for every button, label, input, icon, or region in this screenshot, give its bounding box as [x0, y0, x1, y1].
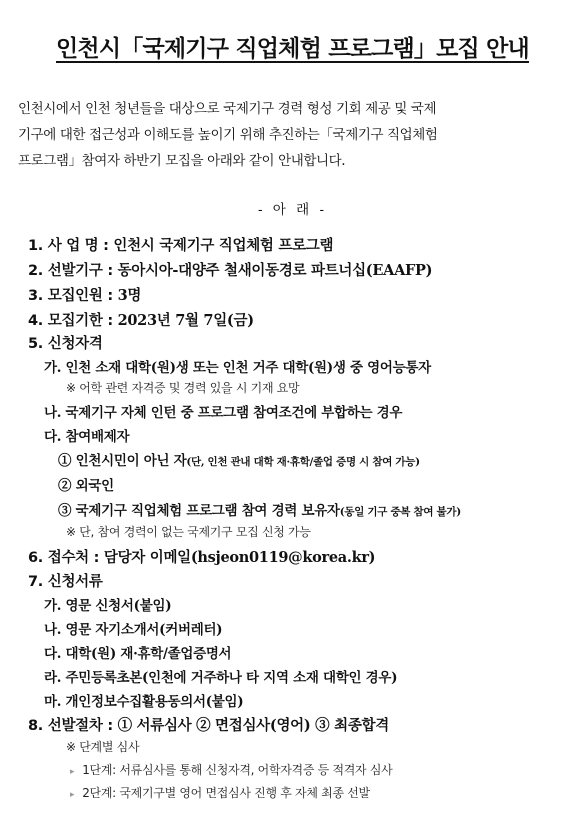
- intro-paragraph: [18, 96, 570, 174]
- item-label: 7. 신청서류: [28, 574, 103, 590]
- item-label: 8. 선발절차 :: [28, 718, 118, 734]
- exclusion-detail: (단, 인천 관내 대학 재·휴학/졸업 증명 시 참여 가능): [186, 456, 420, 468]
- eligibility-da: 다. 참여배제자: [44, 429, 130, 445]
- exclusion-detail: (동일 기구 중복 참여 불가): [339, 506, 461, 518]
- item-value: 2023년 7월 7일(금): [117, 312, 254, 329]
- exclusion-main: ③ 국제기구 직업체험 프로그램 참여 경력 보유자: [58, 503, 340, 519]
- item-label: 5. 신청자격: [28, 336, 103, 352]
- item-value: ① 서류심사 ② 면접심사(영어) ③ 최종합격: [117, 717, 389, 734]
- item-value: 인천시 국제기구 직업체험 프로그램: [113, 237, 334, 254]
- document-item: 가. 영문 신청서(붙임): [44, 598, 172, 614]
- triangle-bullet-icon: ▸: [70, 790, 75, 800]
- item-value: 동아시아-대양주 철새이동경로 파트너십(EAAFP): [117, 262, 433, 279]
- exclusion-1: [58, 449, 420, 469]
- selection-step-2: [70, 784, 370, 801]
- item-value: 3명: [117, 287, 142, 304]
- item-label: 3. 모집인원 :: [28, 288, 118, 304]
- exclusion-3: [58, 499, 461, 519]
- item-selection: [28, 714, 389, 735]
- item-label: 2. 선발기구 :: [28, 263, 118, 279]
- page-title: 인천시「국제기구 직업체험 프로그램」모집 안내: [56, 36, 529, 62]
- eligibility-ga-note: ※ 어학 관련 자격증 및 경력 있을 시 기재 요망: [66, 381, 300, 395]
- document-item: 라. 주민등록초본(인천에 거주하나 타 지역 소재 대학인 경우): [44, 670, 398, 686]
- section-marker: - 아 래 -: [257, 202, 328, 218]
- eligibility-ga: 가. 인천 소재 대학(원)생 또는 인천 거주 대학(원)생 중 영어능통자: [44, 360, 431, 376]
- item-value: 담당자 이메일(hsjeon0119@korea.kr): [103, 549, 376, 566]
- item-label: 1. 사 업 명 :: [28, 238, 114, 254]
- item-project-name: [28, 234, 333, 255]
- document-item: 마. 개인정보수집활용동의서(붙임): [44, 694, 244, 710]
- step-text: 1단계: 서류심사를 통해 신청자격, 어학자격증 등 적격자 심사: [82, 763, 393, 777]
- item-headcount: [28, 284, 141, 305]
- step-text: 2단계: 국제기구별 영어 면접심사 진행 후 자체 최종 선발: [82, 786, 370, 800]
- intro-line: 기구에 대한 접근성과 이해도를 높이기 위해 추진하는「국제기구 직업체험: [18, 127, 438, 143]
- triangle-bullet-icon: ▸: [70, 767, 75, 777]
- item-organization: [28, 259, 432, 280]
- item-label: 6. 접수처 :: [28, 550, 104, 566]
- item-label: 4. 모집기한 :: [28, 313, 118, 329]
- item-eligibility: [28, 332, 103, 353]
- intro-line: 프로그램」참여자 하반기 모집을 아래와 같이 안내합니다.: [18, 153, 346, 169]
- exclusion-note: ※ 단, 참여 경력이 없는 국제기구 모집 신청 가능: [66, 525, 311, 539]
- document-item: 다. 대학(원) 재·휴학/졸업증명서: [44, 646, 232, 662]
- item-contact: [28, 546, 375, 567]
- selection-note: ※ 단계별 심사: [66, 740, 140, 754]
- eligibility-na: 나. 국제기구 자체 인턴 중 프로그램 참여조건에 부합하는 경우: [44, 405, 403, 421]
- exclusion-main: ① 인천시민이 아닌 자: [58, 453, 187, 469]
- item-deadline: [28, 309, 254, 330]
- selection-step-1: [70, 761, 392, 778]
- intro-line: 인천시에서 인천 청년들을 대상으로 국제기구 경력 형성 기회 제공 및 국제: [18, 101, 437, 117]
- item-documents: [28, 570, 103, 591]
- exclusion-2: ② 외국인: [58, 478, 114, 494]
- document-item: 나. 영문 자기소개서(커버레터): [44, 622, 223, 638]
